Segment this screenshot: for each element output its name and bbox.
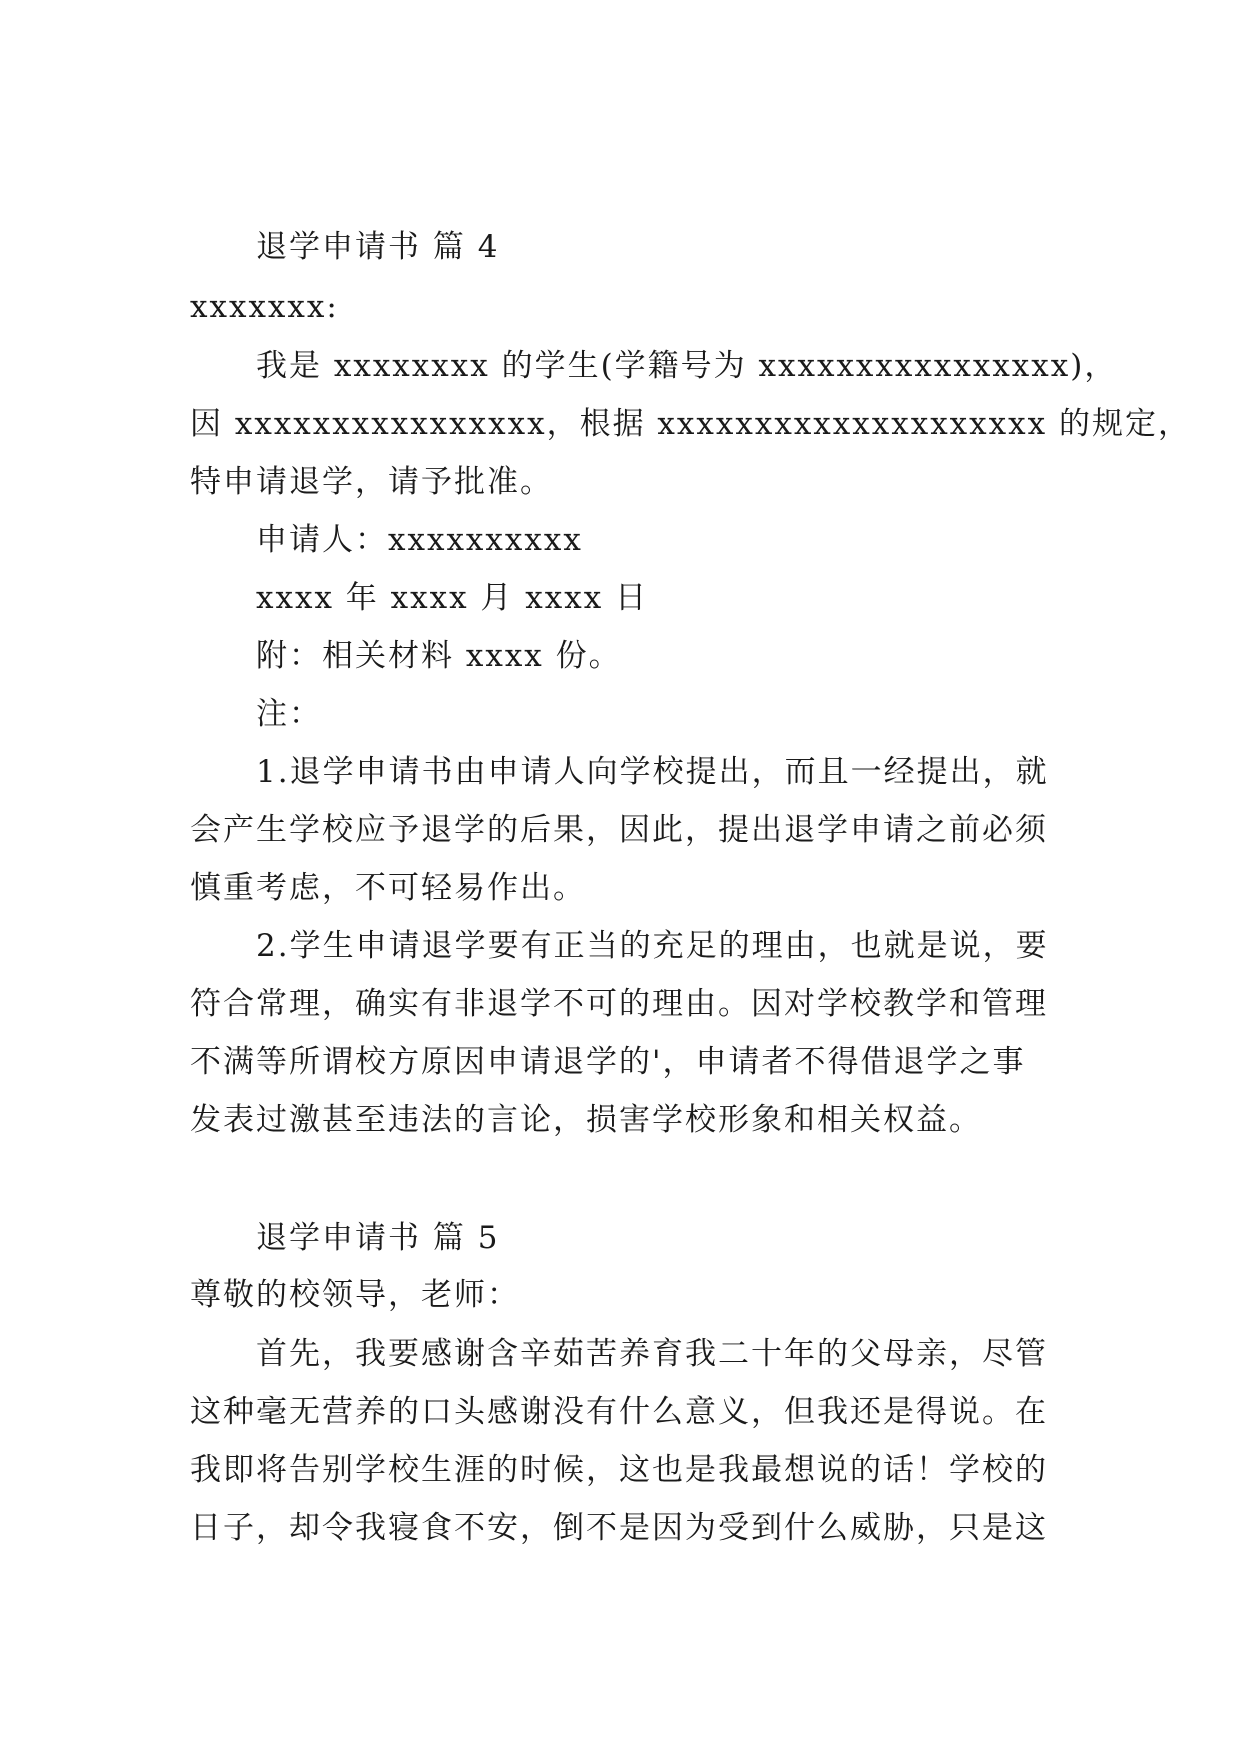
note-1-line: 慎重考虑，不可轻易作出。	[190, 870, 586, 906]
note-2-line: 2.学生申请退学要有正当的充足的理由，也就是说，要	[256, 928, 1049, 964]
section-5-title: 退学申请书 篇 5	[256, 1220, 500, 1256]
date-line: xxxx 年 xxxx 月 xxxx 日	[256, 580, 649, 616]
section-4-body-line: 我是 xxxxxxxx 的学生(学籍号为 xxxxxxxxxxxxxxxx)，	[256, 348, 1118, 384]
note-2-line: 不满等所谓校方原因申请退学的'，申请者不得借退学之事	[190, 1044, 1026, 1080]
section-5-body-line: 日子，却令我寝食不安，倒不是因为受到什么威胁，只是这	[190, 1510, 1048, 1546]
section-4-body-line: 特申请退学，请予批准。	[190, 464, 553, 500]
section-5-body-line: 这种毫无营养的口头感谢没有什么意义，但我还是得说。在	[190, 1394, 1048, 1430]
section-4-salutation: xxxxxxx:	[190, 289, 339, 325]
note-label: 注：	[256, 696, 322, 732]
attachment-line: 附：相关材料 xxxx 份。	[256, 638, 622, 674]
section-4-title: 退学申请书 篇 4	[256, 229, 500, 265]
section-5-salutation: 尊敬的校领导，老师：	[190, 1277, 520, 1313]
note-2-line: 发表过激甚至违法的言论，损害学校形象和相关权益。	[190, 1102, 982, 1138]
note-1-line: 会产生学校应予退学的后果，因此，提出退学申请之前必须	[190, 812, 1048, 848]
note-2-line: 符合常理，确实有非退学不可的理由。因对学校教学和管理	[190, 986, 1048, 1022]
section-4-body-line: 因 xxxxxxxxxxxxxxxx，根据 xxxxxxxxxxxxxxxxxxxx 的规定，	[190, 406, 1191, 442]
applicant-line: 申请人：xxxxxxxxxx	[256, 522, 583, 558]
section-5-body-line: 首先，我要感谢含辛茹苦养育我二十年的父母亲，尽管	[256, 1336, 1048, 1372]
note-1-line: 1.退学申请书由申请人向学校提出，而且一经提出，就	[256, 754, 1049, 790]
section-5-body-line: 我即将告别学校生涯的时候，这也是我最想说的话！学校的	[190, 1452, 1048, 1488]
